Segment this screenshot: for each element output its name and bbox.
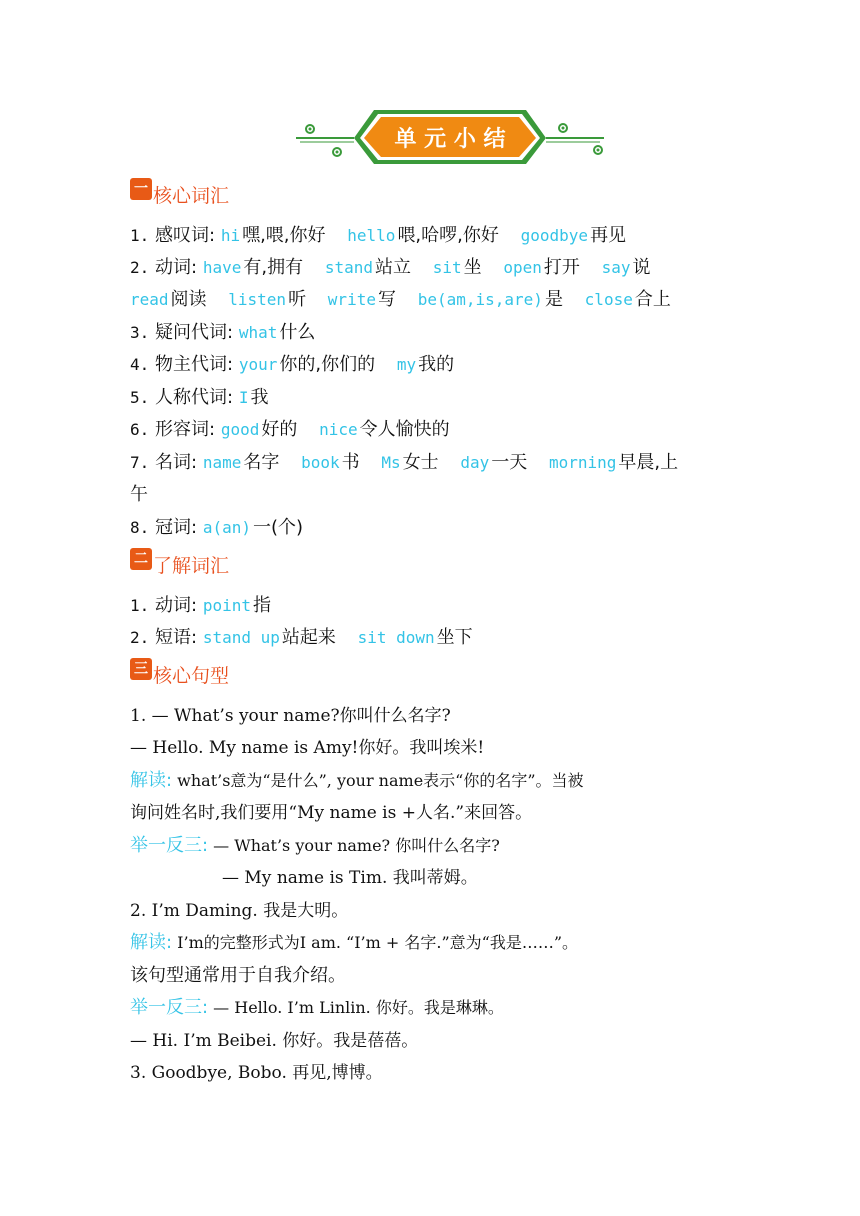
vocab-line-2: 2. 动词: have 有,拥有 stand 站立 sit 坐 open 打开 say 说: [130, 257, 651, 278]
sentence-1-practice-answer: — My name is Tim. 我叫蒂姆。: [222, 868, 478, 888]
sentence-2-practice: 举一反三: — Hello. I’m Linlin. 你好。我是琳琳。: [130, 997, 504, 1018]
sentence-1-explanation-continued: 询问姓名时,我们要用“My name is +人名.”来回答。: [130, 803, 533, 823]
explanation-label: 解读:: [130, 932, 173, 953]
sentence-1-explanation: 解读: what’s意为“是什么”, your name表示“你的名字”。当被: [130, 770, 584, 791]
section-badge: 一: [130, 178, 152, 200]
sentence-3: 3. Goodbye, Bobo. 再见,博博。: [130, 1063, 383, 1083]
section-badge: 三: [130, 658, 152, 680]
section-title: 核心句型: [153, 664, 230, 687]
vocab-line-4: 4. 物主代词: your 你的,你们的 my 我的: [130, 354, 455, 375]
section-badge: 二: [130, 548, 152, 570]
extra-line-2: 2. 短语: stand up 站起来 sit down 坐下: [130, 627, 473, 648]
section-sentences-heading: [130, 660, 229, 688]
sentence-2-explanation-continued: 该句型通常用于自我介绍。: [130, 965, 346, 986]
extra-line-1: 1. 动词: point 指: [130, 595, 271, 616]
section-title: 核心词汇: [153, 184, 230, 207]
sentence-2-practice-answer: — Hi. I’m Beibei. 你好。我是蓓蓓。: [130, 1031, 419, 1051]
sentence-1-question: 1. — What’s your name?你叫什么名字?: [130, 706, 451, 726]
banner-title: 单 元 小 结: [394, 127, 506, 152]
vocab-line-7-continued: 午: [130, 484, 148, 505]
unit-summary-banner: [296, 108, 604, 166]
section-title: 了解词汇: [153, 554, 230, 577]
section-extra-vocab-heading: [130, 550, 229, 578]
sentence-2-explanation: 解读: I’m的完整形式为I am. “I’m + 名字.”意为“我是……”。: [130, 932, 578, 953]
vocab-line-6: 6. 形容词: good 好的 nice 令人愉快的: [130, 419, 450, 440]
vocab-line-7: 7. 名词: name 名字 book 书 Ms 女士 day 一天 morning 早晨,上: [130, 452, 679, 473]
sentence-1-practice: 举一反三: — What’s your name? 你叫什么名字?: [130, 835, 500, 856]
vocab-line-1: 1. 感叹词: hi 嘿,喂,你好 hello 喂,哈啰,你好 goodbye 再见: [130, 225, 627, 246]
section-core-vocab-heading: [130, 180, 229, 208]
vocab-line-8: 8. 冠词: a(an) 一(个): [130, 517, 304, 538]
practice-label: 举一反三:: [130, 997, 209, 1018]
vocab-line-2-continued: read 阅读 listen 听 write 写 be(am,is,are) 是 close 合上: [130, 289, 671, 310]
practice-label: 举一反三:: [130, 835, 209, 856]
sentence-1-answer: — Hello. My name is Amy!你好。我叫埃米!: [130, 738, 485, 758]
explanation-label: 解读:: [130, 770, 173, 791]
sentence-2: 2. I’m Daming. 我是大明。: [130, 901, 349, 921]
vocab-line-3: 3. 疑问代词: what 什么: [130, 322, 316, 343]
banner-graphic: [296, 108, 604, 166]
vocab-line-5: 5. 人称代词: I 我: [130, 387, 269, 408]
